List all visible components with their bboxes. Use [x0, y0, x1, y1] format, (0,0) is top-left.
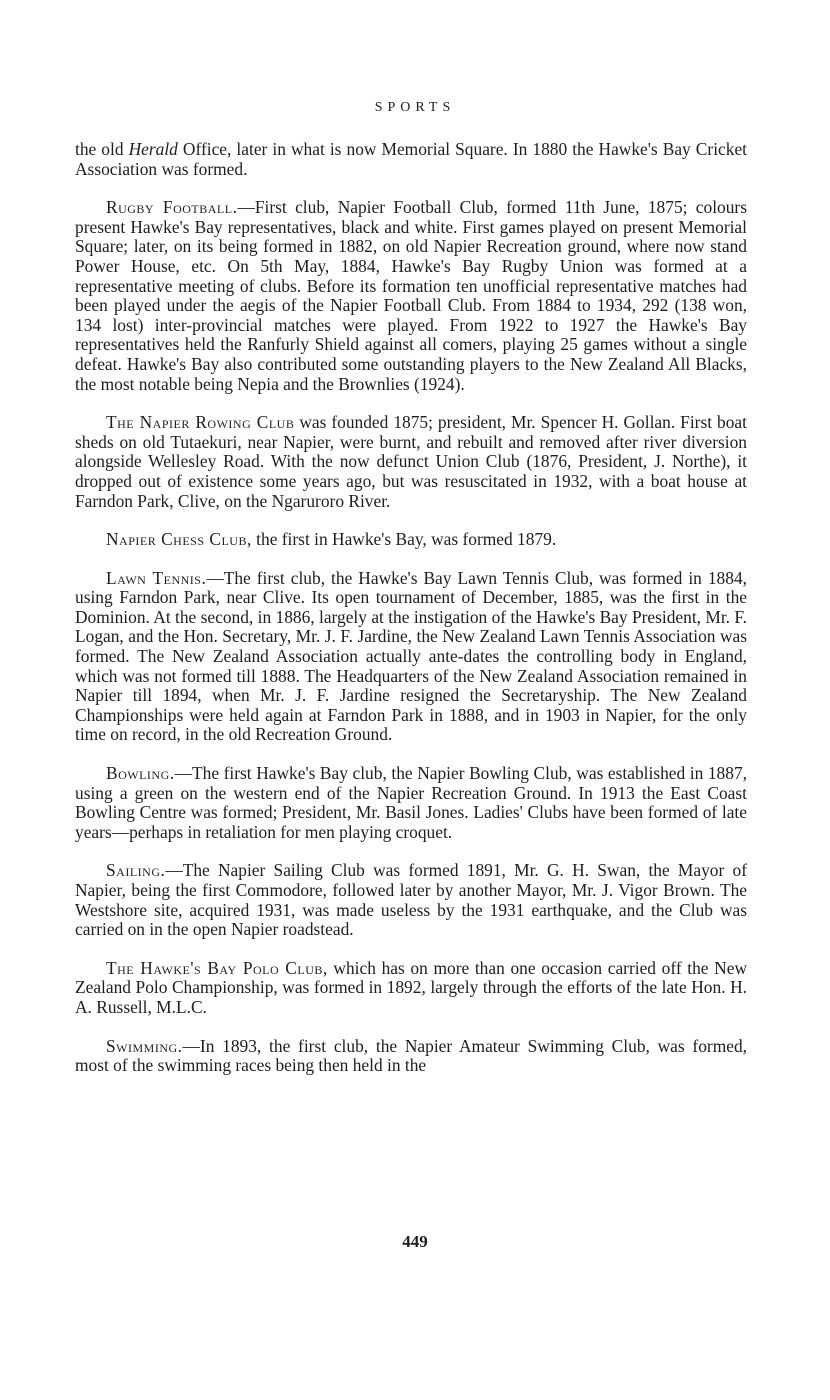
section-heading: Napier Chess Club, — [106, 529, 252, 550]
section-heading: Sailing. — [106, 860, 166, 881]
paragraph-bowling — [75, 764, 747, 842]
paragraph-text: —In 1893, the first club, the Napier Amateur Swimming Club, was formed, most of the swimming races being then held in the — [75, 1035, 747, 1076]
paragraph-text: Office, later in what is now Memorial Square. In 1880 the Hawke's Bay Cricket Association was formed. — [75, 139, 747, 179]
paragraph-text: —First club, Napier Football Club, formed 11th June, 1875; colours present Hawke's Bay representatives, black and white. First games played on present Memorial Square; later, on its being formed in 1882, on old Napier Recreation ground, where now stand Power House, etc. On 5th May, 1884, Hawke's Bay Rugby Union was formed at a representative meeting of clubs. Before its formation ten unofficial representative matches had been played under the aegis of the Napier Football Club. From 1884 to 1934, 292 (138 won, 134 lost) inter-provincial matches were played. From 1922 to 1927 the Hawke's Bay representatives held the Ranfurly Shield against all comers, playing 25 games without a single defeat. Hawke's Bay also contributed some outstanding players to the New Zealand All Blacks, the most notable being Nepia and the Brownlies (1924). — [75, 197, 747, 394]
paragraph-text: —The Napier Sailing Club was formed 1891, Mr. G. H. Swan, the Mayor of Napier, being the first Commodore, followed later by another Mayor, Mr. J. Vigor Brown. The Westshore site, acquired 1931, was made useless by the 1931 earthquake, and the Club was carried on in the open Napier roadstead. — [75, 860, 747, 940]
paragraph-cricket-continued — [75, 140, 747, 179]
paragraph-rugby-football — [75, 198, 747, 394]
page-body — [75, 140, 747, 1076]
paragraph-rowing-club — [75, 413, 747, 511]
paragraph-text: was founded 1875; president, Mr. Spencer H. Gollan. First boat sheds on old Tutaekuri, near Napier, were burnt, and rebuilt and removed after river diversion alongside Wellesley Road. With the now defunct Union Club (1876, President, J. Northe), it dropped out of existence some years ago, but was resuscitated in 1932, with a boat house at Farndon Park, Clive, on the Ngaruroro River. — [75, 412, 747, 511]
paragraph-text: —The first Hawke's Bay club, the Napier Bowling Club, was established in 1887, using a green on the western end of the Napier Recreation Ground. In 1913 the East Coast Bowling Centre was formed; President, Mr. Basil Jones. Ladies' Clubs have been formed of late years—perhaps in retaliation for men playing croquet. — [75, 763, 747, 842]
section-heading: The Hawke's Bay Polo Club, — [106, 957, 328, 978]
page-number: 449 — [402, 1232, 428, 1251]
paragraph-text: the old — [75, 139, 129, 159]
paragraph-swimming — [75, 1037, 747, 1076]
newspaper-title: Herald — [128, 139, 178, 159]
paragraph-polo-club — [75, 959, 747, 1018]
paragraph-lawn-tennis — [75, 569, 747, 745]
paragraph-sailing — [75, 861, 747, 939]
section-heading: Swimming. — [106, 1035, 183, 1056]
paragraph-text: which has on more than one occasion carried off the New Zealand Polo Championship, was formed in 1892, largely through the efforts of the late Hon. H. A. Russell, M.L.C. — [75, 957, 748, 1017]
section-heading: Lawn Tennis. — [106, 567, 207, 588]
section-heading: Bowling. — [106, 763, 175, 784]
section-heading: Rugby Football. — [106, 197, 238, 218]
section-heading: The Napier Rowing Club — [106, 412, 295, 433]
paragraph-text: the first in Hawke's Bay, was formed 1879. — [251, 529, 557, 550]
running-head: SPORTS — [374, 100, 456, 115]
paragraph-chess-club — [75, 530, 747, 550]
paragraph-text: —The first club, the Hawke's Bay Lawn Tennis Club, was formed in 1884, using Farndon Park, near Clive. Its open tournament of December, 1885, was the first in the Dominion. At the second, in 1886, largely at the instigation of the Hawke's Bay President, Mr. F. Logan, and the Hon. Secretary, Mr. J. F. Jardine, the New Zealand Lawn Tennis Association was formed. The New Zealand Association actually ante-dates the controlling body in England, which was not formed till 1888. The Headquarters of the New Zealand Association remained in Napier till 1894, when Mr. J. F. Jardine resigned the Secretaryship. The New Zealand Championships were held again at Farndon Park in 1888, and in 1903 in Napier, for the only time on record, in the old Recreation Ground. — [75, 567, 747, 745]
